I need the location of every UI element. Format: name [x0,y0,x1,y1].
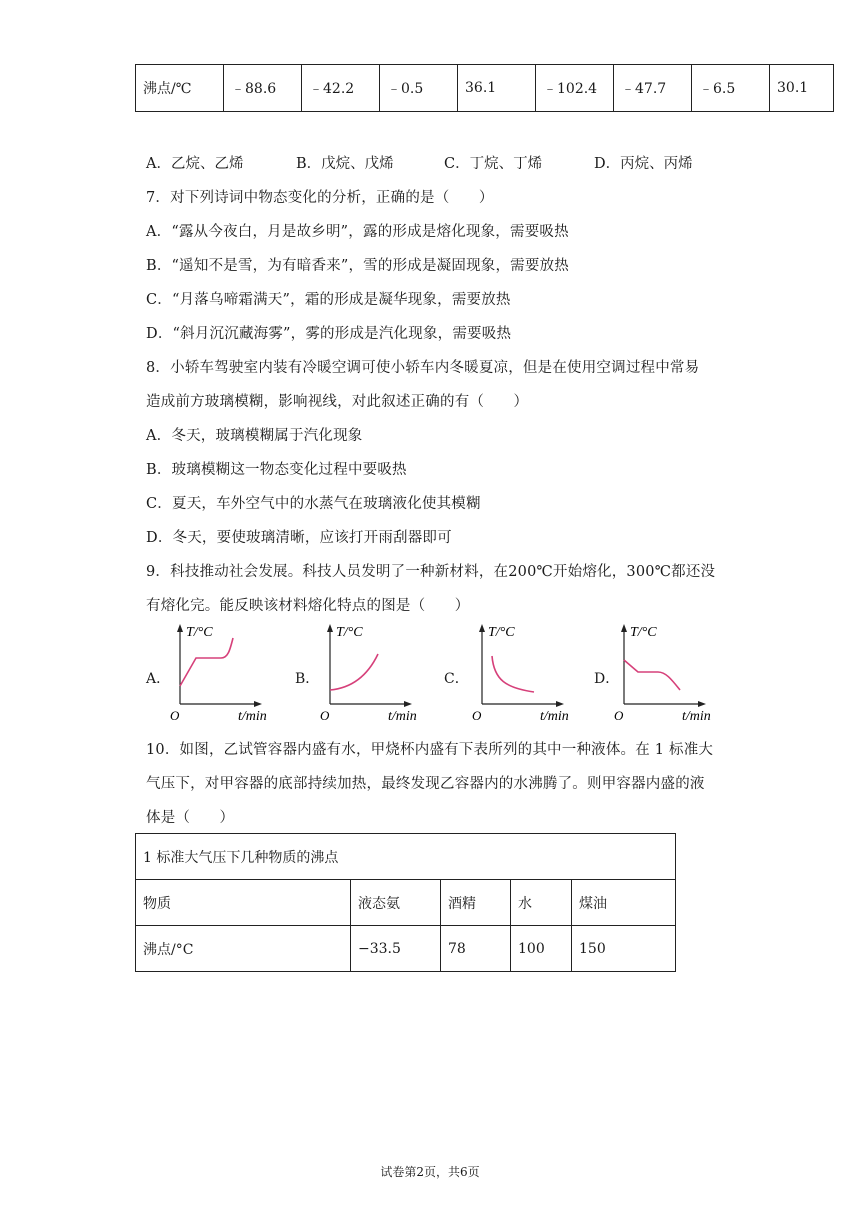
q10-stem-line2: 气压下，对甲容器的底部持续加热，最终发现乙容器内的水沸腾了。则甲容器内盛的液 [146,776,705,792]
table-cell: −33.5 [351,926,441,972]
boiling-point-table-top [135,64,834,112]
graph-a-letter: A． [146,671,171,687]
y-axis-label: T/°C [186,625,213,640]
table-caption-row [136,834,676,880]
table-cell: ﹣102.4 [536,65,614,112]
x-axis-label: t/min [238,709,267,724]
graph-c-letter: C． [444,671,469,687]
graph-b-letter: B． [295,671,320,687]
q7-stem: 7．对下列诗词中物态变化的分析，正确的是（ ） [146,190,494,206]
table-header-cell: 液态氨 [351,880,441,926]
q9-stem-line1: 9．科技推动社会发展。科技人员发明了一种新材料，在200℃开始熔化，300℃都还没 [146,564,716,580]
q7-option-b: B．“遥知不是雪，为有暗香来”，雪的形成是凝固现象，需要放热 [146,258,569,274]
y-axis-label: T/°C [336,625,363,640]
x-axis-arrow [404,701,412,707]
x-axis-arrow [556,701,564,707]
origin-label: O [472,708,482,723]
y-axis-label: T/°C [488,625,515,640]
q6-option-d: D．丙烷、丙烯 [594,156,693,172]
curve-d [624,660,680,690]
q10-stem-line3: 体是（ ） [146,810,235,826]
table-header-cell: 酒精 [441,880,511,926]
table-header-cell: 物质 [136,880,351,926]
boiling-point-table [135,833,676,972]
y-axis-arrow [177,624,183,632]
origin-label: O [614,708,624,723]
table-cell: 100 [511,926,572,972]
x-axis-label: t/min [540,709,569,724]
table-cell: 沸点/℃ [136,65,224,112]
x-axis-label: t/min [388,709,417,724]
q8-option-c: C．夏天，车外空气中的水蒸气在玻璃液化使其模糊 [146,496,481,512]
table-caption: 1 标准大气压下几种物质的沸点 [136,834,676,880]
graph-d [610,620,722,726]
graph-d-letter: D． [594,671,620,687]
q8-stem-line1: 8．小轿车驾驶室内装有冷暖空调可使小轿车内冬暖夏凉，但是在使用空调过程中常易 [146,360,700,376]
table-header-row [136,880,676,926]
q10-stem-line1: 10．如图，乙试管容器内盛有水，甲烧杯内盛有下表所列的其中一种液体。在 1 标准大 [146,742,714,758]
table-header-cell: 水 [511,880,572,926]
table-cell: 36.1 [458,65,536,112]
y-axis-arrow [621,624,627,632]
table-row [136,65,834,112]
x-axis-arrow [698,701,706,707]
table-cell: ﹣47.7 [614,65,692,112]
table-cell: 沸点/°C [136,926,351,972]
q7-option-c: C．“月落乌啼霜满天”，霜的形成是凝华现象，需要放热 [146,292,511,308]
curve-c [492,656,534,692]
q6-option-b: B．戊烷、戊烯 [296,156,394,172]
q9-stem-line2: 有熔化完。能反映该材料熔化特点的图是（ ） [146,598,470,614]
graph-b [316,620,428,726]
q8-option-d: D．冬天，要使玻璃清晰，应该打开雨刮器即可 [146,530,452,546]
y-axis-arrow [479,624,485,632]
table-cell: 78 [441,926,511,972]
table-cell: ﹣6.5 [692,65,770,112]
x-axis-arrow [254,701,262,707]
table-cell: 30.1 [770,65,834,112]
page-footer: 试卷第2页，共6页 [380,1165,480,1179]
x-axis-label: t/min [682,709,711,724]
q7-option-d: D．“斜月沉沉藏海雾”，雾的形成是汽化现象，需要吸热 [146,326,512,342]
table-cell: 150 [572,926,676,972]
graph-a [166,620,278,726]
q6-option-a: A．乙烷、乙烯 [146,156,244,172]
q8-option-b: B．玻璃模糊这一物态变化过程中要吸热 [146,462,407,478]
curve-b [330,654,378,690]
q8-stem-line2: 造成前方玻璃模糊，影响视线，对此叙述正确的有（ ） [146,394,529,410]
curve-a [180,638,233,686]
q8-option-a: A．冬天，玻璃模糊属于汽化现象 [146,428,363,444]
graph-c [468,620,580,726]
table-cell: ﹣42.2 [302,65,380,112]
table-cell: ﹣0.5 [380,65,458,112]
origin-label: O [320,708,330,723]
table-row [136,926,676,972]
y-axis-label: T/°C [630,625,657,640]
y-axis-arrow [327,624,333,632]
q6-option-c: C．丁烷、丁烯 [444,156,543,172]
table-header-cell: 煤油 [572,880,676,926]
origin-label: O [170,708,180,723]
q7-option-a: A．“露从今夜白，月是故乡明”，露的形成是熔化现象，需要吸热 [146,224,569,240]
table-cell: ﹣88.6 [224,65,302,112]
